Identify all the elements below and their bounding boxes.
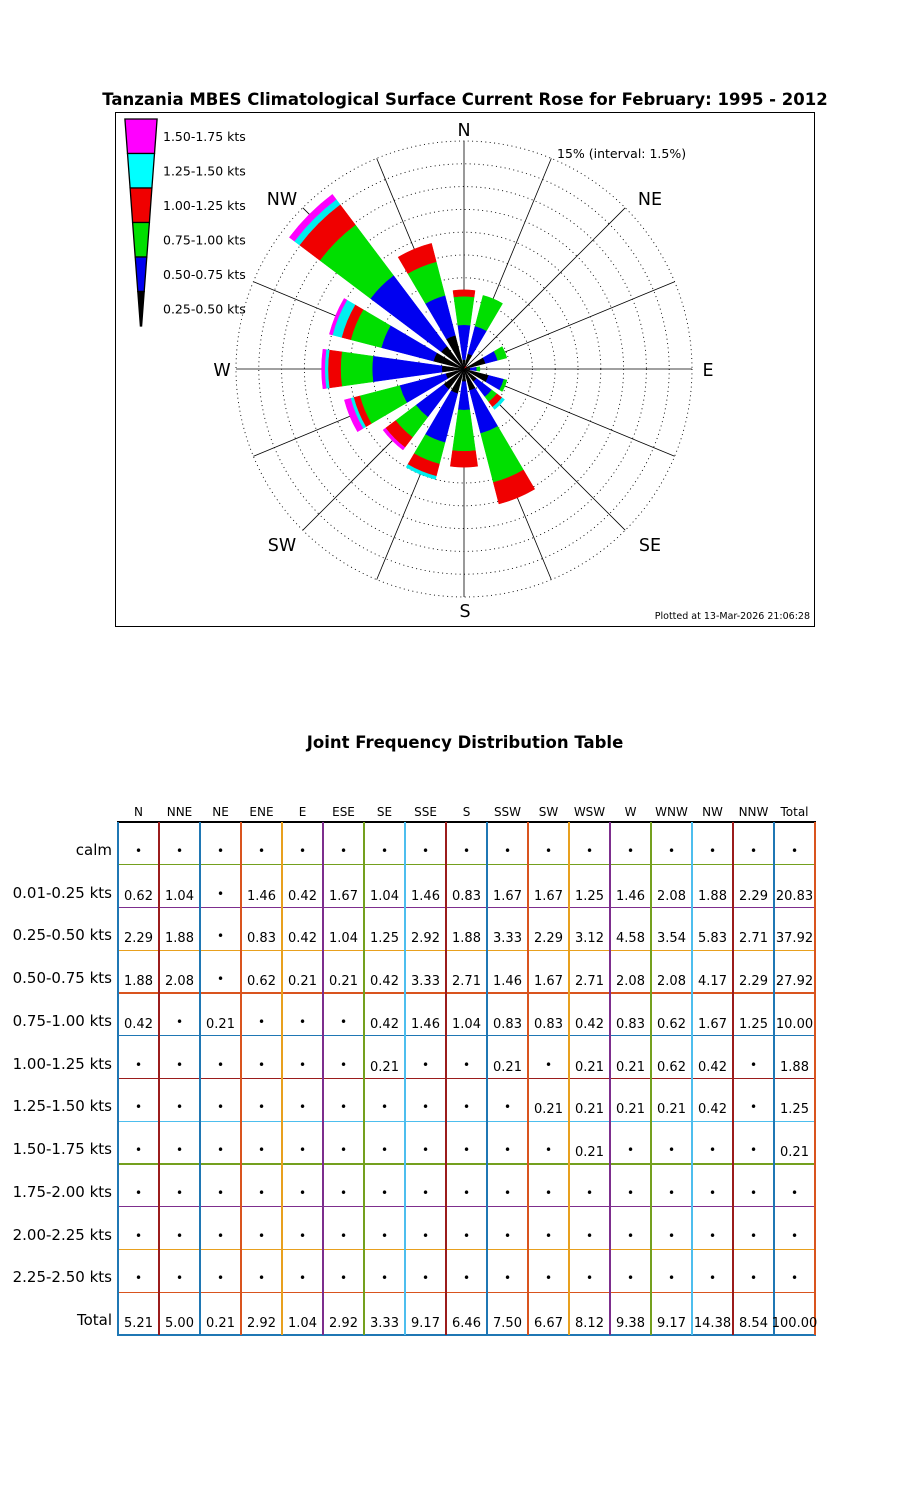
table-cell: • [216,1057,225,1072]
table-col-header-N: N [134,805,143,819]
table-cell: 1.25 [370,931,399,947]
table-cell: 8.54 [739,1316,768,1331]
table-cell: 0.62 [657,1016,686,1032]
table-cell: • [503,1228,512,1243]
table-cell: • [257,1100,266,1115]
table-cell: 0.21 [575,1059,604,1075]
table-col-header-WNW: WNW [655,805,688,819]
table-cell: 1.67 [493,888,522,904]
table-cell: 0.21 [534,1102,563,1118]
table-col-header-NE: NE [212,805,229,819]
table-cell: • [298,843,307,858]
table-cell: • [708,1271,717,1286]
table-cell: 9.38 [616,1316,645,1331]
table-cell: • [749,843,758,858]
table-col-header-W: W [624,805,637,819]
table-cell: 5.21 [124,1316,153,1331]
table-cell: • [626,1271,635,1286]
table-cell: • [544,843,553,858]
table-cell: 1.04 [329,931,358,947]
table-col-header-ENE: ENE [249,805,274,819]
table-col-header-SE: SE [376,805,393,819]
table-cell: 0.21 [575,1102,604,1118]
table-cell: 0.83 [452,888,481,904]
rose-petal-W [328,350,342,388]
table-cell: • [462,1143,471,1157]
current-rose-panel [115,112,815,627]
table-cell: • [298,1228,307,1243]
table-cell: 1.46 [247,888,276,904]
table-cell: • [339,1143,348,1157]
table-cell: • [175,1143,184,1157]
table-cell: 4.17 [698,974,727,989]
table-cell: • [380,1185,389,1200]
table-cell: 2.29 [534,931,563,947]
table-cell: 3.54 [657,931,686,947]
table-cell: • [544,1057,553,1072]
table-cell: • [216,1185,225,1200]
table-cell: 0.21 [206,1016,235,1032]
table-cell: • [544,1271,553,1286]
table-cell: • [175,1271,184,1286]
legend-swatch [130,188,152,223]
table-cell: 2.92 [411,931,440,947]
table-cell: 1.67 [329,888,358,904]
table-cell: • [585,1271,594,1286]
table-cell: 0.42 [575,1016,604,1032]
table-cell: • [503,1100,512,1115]
table-cell: 1.88 [165,931,194,947]
table-row-label: 2.00-2.25 kts [12,1225,112,1244]
table-cell: 7.50 [493,1316,522,1331]
table-cell: • [216,1271,225,1286]
table-cell: 0.21 [780,1145,809,1160]
compass-label-N: N [457,121,471,141]
table-cell: 0.62 [124,888,153,904]
table-cell: • [667,843,676,858]
table-cell: • [175,843,184,858]
table-cell: • [462,1100,471,1115]
legend-swatch [125,119,157,154]
table-cell: • [216,886,225,901]
table-col-header-SSW: SSW [493,805,522,819]
legend-swatch [133,223,150,258]
table-cell: 2.29 [739,974,768,989]
table-cell: • [380,1143,389,1157]
table-row-label: 0.50-0.75 kts [12,969,112,987]
rose-petal-W [341,352,374,386]
table-row-label: calm [75,840,112,859]
table-cell: 0.21 [616,1059,645,1075]
table-cell: 100.00 [771,1316,818,1331]
rose-title: Tanzania MBES Climatological Surface Current Rose for February: 1995 - 2012 [102,90,828,109]
table-cell: • [298,1271,307,1286]
table-cell: • [503,1185,512,1200]
table-cell: • [339,1185,348,1200]
table-cell: 0.42 [698,1059,727,1075]
table-cell: • [667,1271,676,1286]
table-cell: • [298,1014,307,1029]
table-cell: • [216,843,225,858]
table-cell: 0.42 [124,1016,153,1032]
table-cell: • [298,1100,307,1115]
table-cell: 1.04 [288,1316,317,1331]
table-cell: 5.00 [165,1316,194,1331]
table-cell: • [749,1143,758,1157]
table-col-header-SSE: SSE [414,805,437,819]
table-row-label: 1.00-1.25 kts [12,1054,112,1073]
table-cell: 2.92 [329,1316,358,1331]
table-title: Joint Frequency Distribution Table [306,733,624,752]
table-cell: 3.33 [411,974,440,989]
table-cell: 1.04 [165,888,194,904]
compass-label-E: E [702,361,714,381]
table-cell: • [421,1143,430,1157]
table-cell: 2.29 [739,888,768,904]
table-cell: 0.42 [370,974,399,989]
table-cell: 6.46 [452,1316,481,1331]
table-col-header-S: S [462,805,471,819]
table-cell: • [462,1057,471,1072]
table-cell: 3.12 [575,931,604,947]
table-cell: 1.88 [124,974,153,989]
table-cell: • [585,843,594,858]
table-row-label: 0.25-0.50 kts [12,926,112,945]
table-cell: • [134,1271,143,1286]
table-cell: • [257,1228,266,1243]
table-cell: 9.17 [657,1316,686,1331]
table-cell: • [216,1100,225,1115]
table-col-header-Total: Total [780,805,809,819]
table-cell: • [544,1185,553,1200]
table-cell: • [175,1057,184,1072]
table-cell: 0.21 [616,1102,645,1118]
table-cell: 1.46 [411,888,440,904]
table-cell: 6.67 [534,1316,563,1331]
table-cell: 0.62 [657,1059,686,1075]
table-cell: • [134,843,143,858]
table-cell: • [462,1271,471,1286]
table-cell: • [708,1143,717,1157]
table-cell: • [257,1143,266,1157]
table-cell: • [380,843,389,858]
table-cell: • [216,972,225,986]
table-cell: • [298,1185,307,1200]
table-cell: 0.83 [616,1016,645,1032]
table-cell: • [298,1057,307,1072]
table-cell: • [544,1143,553,1157]
table-col-header-E: E [298,805,307,819]
legend-label: 0.50-0.75 kts [163,266,246,282]
table-cell: • [134,1057,143,1072]
table-cell: 0.42 [288,888,317,904]
table-row-label: 1.25-1.50 kts [12,1097,112,1116]
table-col-header-WSW: WSW [573,805,606,819]
compass-label-S: S [459,602,471,622]
table-cell: • [134,1185,143,1200]
compass-label-W: W [213,361,231,381]
table-cell: • [626,1185,635,1200]
table-cell: • [708,843,717,858]
table-cell: • [749,1100,758,1115]
table-row-label: 0.01-0.25 kts [12,883,112,902]
table-row-label: 0.75-1.00 kts [12,1011,112,1030]
table-cell: • [585,1185,594,1200]
table-cell: • [421,1228,430,1243]
rose-petal-NNE [475,295,502,330]
rose-petal-S [453,410,476,452]
table-cell: 1.04 [452,1016,481,1032]
table-cell: 2.08 [657,974,686,989]
table-cell: 3.33 [493,931,522,947]
table-cell: • [257,1271,266,1286]
table-cell: • [216,929,225,944]
table-cell: 0.83 [247,931,276,947]
table-cell: 1.67 [534,974,563,989]
table-cell: • [298,1143,307,1157]
table-cell: • [175,1100,184,1115]
plotted-at-timestamp: Plotted at 13-Mar-2026 21:06:28 [654,611,810,622]
table-row-label: Total [76,1311,112,1329]
table-cell: 0.42 [698,1102,727,1118]
table-cell: • [216,1228,225,1243]
table-cell: • [339,1100,348,1115]
table-cell: • [667,1143,676,1157]
table-cell: 1.88 [780,1059,809,1075]
table-cell: • [585,1228,594,1243]
table-cell: • [339,843,348,858]
legend-label: 0.25-0.50 kts [163,301,246,317]
table-col-header-ESE: ESE [332,805,355,819]
table-cell: • [667,1228,676,1243]
table-cell: • [380,1228,389,1243]
table-cell: 1.25 [739,1016,768,1032]
table-cell: • [708,1185,717,1200]
table-cell: • [790,1228,799,1243]
table-cell: 0.21 [329,974,358,989]
table-cell: 10.00 [775,1016,814,1032]
table-cell: 0.21 [370,1059,399,1075]
table-cell: 1.88 [452,931,481,947]
table-cell: • [708,1228,717,1243]
table-cell: 3.33 [370,1316,399,1331]
table-cell: • [380,1100,389,1115]
table-cell: 14.38 [693,1316,732,1331]
table-cell: 20.83 [775,888,814,904]
current-rose-chart [116,113,813,625]
table-hline [117,821,816,823]
table-cell: 2.92 [247,1316,276,1331]
table-cell: • [749,1057,758,1072]
table-cell: 27.92 [775,974,814,989]
table-cell: 2.71 [452,974,481,989]
table-cell: 5.83 [698,931,727,947]
table-cell: • [257,843,266,858]
table-cell: • [134,1100,143,1115]
legend-label: 1.00-1.25 kts [163,197,246,213]
table-cell: • [626,843,635,858]
rose-radial-line [464,208,625,369]
table-cell: 0.42 [288,931,317,947]
radial-axis-label: 15% (interval: 1.5%) [557,146,687,161]
table-cell: 8.12 [575,1316,604,1331]
table-row-label: 2.25-2.50 kts [12,1268,112,1287]
table-cell: • [175,1185,184,1200]
table-cell: 1.46 [616,888,645,904]
table-cell: 0.21 [493,1059,522,1075]
table-cell: 0.62 [247,974,276,989]
table-cell: • [626,1228,635,1243]
table-cell: • [216,1143,225,1157]
rose-petal-NNE [468,326,487,355]
table-cell: • [503,1271,512,1286]
table-cell: • [749,1271,758,1286]
table-cell: 0.21 [575,1145,604,1160]
table-cell: • [544,1228,553,1243]
table-cell: 2.08 [165,974,194,989]
table-cell: • [421,1271,430,1286]
table-cell: • [257,1185,266,1200]
table-cell: • [339,1014,348,1029]
legend-swatch [138,292,144,327]
table-cell: • [134,1143,143,1157]
table-cell: • [421,843,430,858]
table-cell: • [749,1228,758,1243]
rose-petal-S [458,381,469,410]
legend-label: 1.50-1.75 kts [163,128,246,144]
compass-label-SW: SW [267,536,297,556]
table-cell: 0.21 [288,974,317,989]
legend-label: 1.25-1.50 kts [163,163,246,179]
table-cell: • [462,1228,471,1243]
table-cell: • [790,1271,799,1286]
table-cell: • [175,1014,184,1029]
legend-swatch [128,154,155,189]
table-cell: • [667,1185,676,1200]
table-cell: • [175,1228,184,1243]
table-cell: 0.42 [370,1016,399,1032]
table-row-label: 1.75-2.00 kts [12,1182,112,1201]
table-cell: • [790,843,799,858]
table-cell: • [749,1185,758,1200]
table-cell: 2.08 [657,888,686,904]
table-cell: • [626,1143,635,1157]
table-cell: • [421,1185,430,1200]
table-cell: • [790,1185,799,1200]
table-cell: • [462,1185,471,1200]
compass-label-SE: SE [638,536,662,556]
table-cell: • [134,1228,143,1243]
table-cell: 1.04 [370,888,399,904]
rose-petal-E [470,367,476,371]
table-cell: 1.25 [780,1102,809,1118]
table-row-label: 1.50-1.75 kts [12,1140,112,1158]
rose-petal-S [450,451,477,468]
table-cell: 4.58 [616,931,645,947]
table-cell: 0.21 [206,1316,235,1331]
table-cell: 37.92 [775,931,814,947]
table-cell: 2.29 [124,931,153,947]
table-cell: 1.67 [698,1016,727,1032]
legend-label: 0.75-1.00 kts [163,232,246,248]
table-cell: 2.08 [616,974,645,989]
table-col-header-NW: NW [702,805,723,819]
table-cell: 9.17 [411,1316,440,1331]
table-col-header-NNE: NNE [166,805,193,819]
table-cell: 0.21 [657,1102,686,1118]
table-cell: 1.46 [493,974,522,989]
table-cell: • [339,1057,348,1072]
rose-petal-E [477,367,480,371]
table-cell: • [421,1057,430,1072]
table-col-header-SW: SW [538,805,559,819]
table-col-header-NNW: NNW [738,805,769,819]
rose-petal-N [454,296,474,325]
table-cell: • [503,1143,512,1157]
table-cell: 1.25 [575,888,604,904]
table-cell: 2.71 [575,974,604,989]
table-cell: • [257,1014,266,1029]
table-cell: • [421,1100,430,1115]
rose-petal-N [453,290,475,297]
table-cell: 2.71 [739,931,768,947]
table-cell: • [339,1271,348,1286]
table-cell: 0.83 [493,1016,522,1032]
table-cell: 1.67 [534,888,563,904]
table-cell: • [380,1271,389,1286]
table-cell: 1.46 [411,1016,440,1032]
table-cell: • [339,1228,348,1243]
table-cell: • [462,843,471,858]
table-cell: • [257,1057,266,1072]
legend-swatch [135,257,147,292]
table-cell: • [503,843,512,858]
compass-label-NE: NE [637,190,663,210]
table-cell: 1.88 [698,888,727,904]
compass-label-NW: NW [266,190,298,210]
table-cell: 0.83 [534,1016,563,1032]
